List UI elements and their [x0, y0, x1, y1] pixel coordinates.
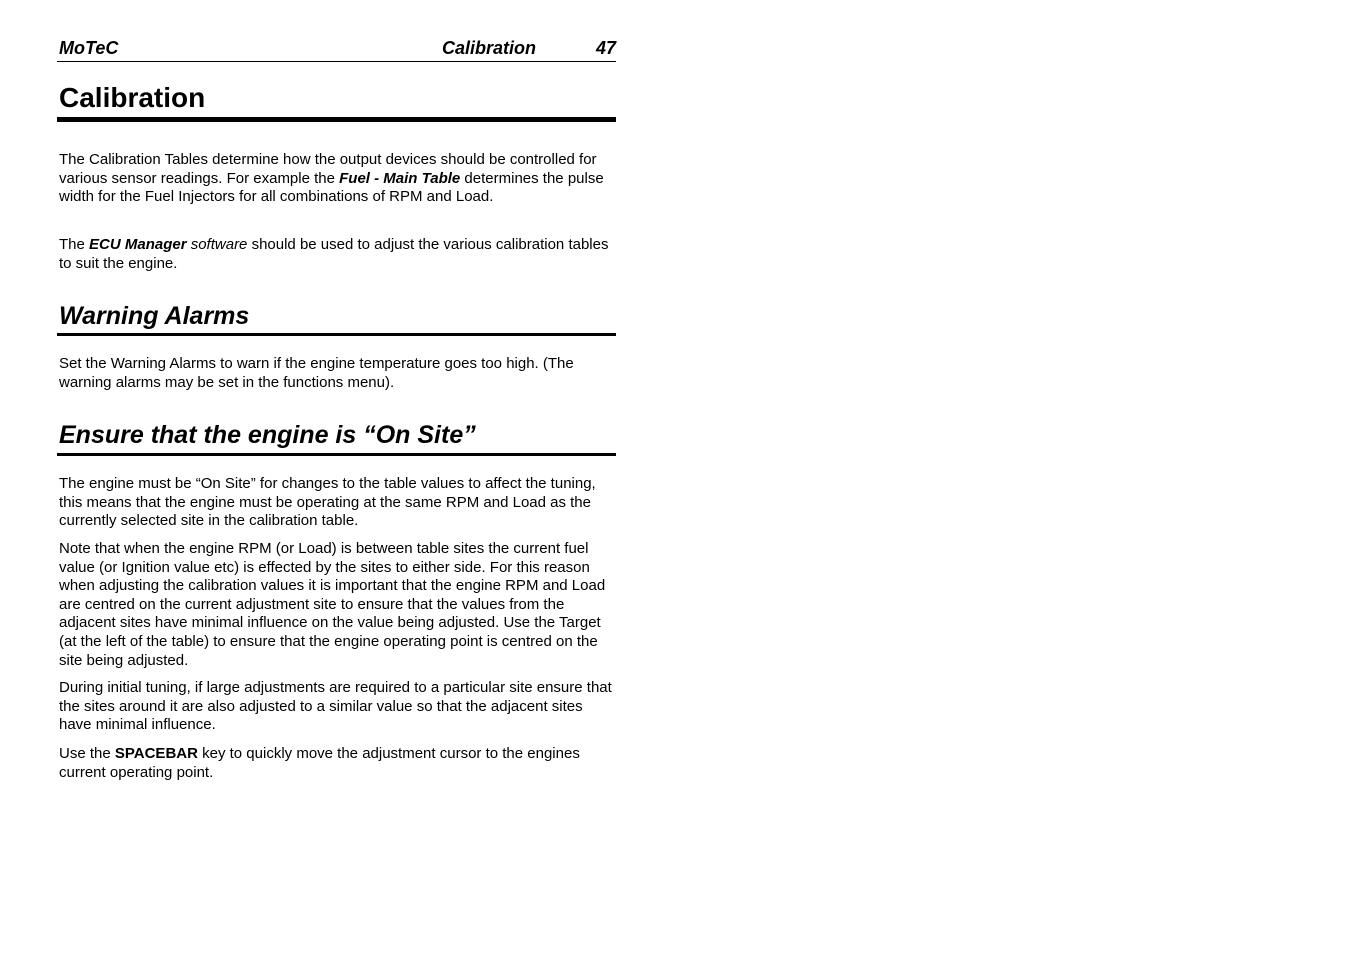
fuel-main-table-term: Fuel - Main Table: [339, 169, 461, 187]
on-site-p4-text-a: Use the: [59, 745, 115, 762]
on-site-p4-text-b: key to quickly move the adjustment cursor to the engines current operating point.: [59, 745, 580, 781]
on-site-paragraph-2: Note that when the engine RPM (or Load) is between table sites the current fuel value (or Ignition value etc) is effected by the sites to either side. For this reason when adjusting the calibration values it is important that the engine RPM and Load are centred on the current adjustment site to ensure that the values from the adjacent sites have minimal influence on the value being adjusted. Use the Target (at the left of the table) to ensure that the engine operating point is centred on the site being adjusted.: [59, 540, 606, 669]
header-section-title: Calibration: [441, 38, 536, 58]
on-site-heading-rule: [57, 453, 616, 456]
on-site-heading: Ensure that the engine is “On Site”: [59, 421, 476, 449]
calibration-paragraph-2: [59, 236, 615, 273]
warning-alarms-heading: Warning Alarms: [59, 302, 250, 330]
calibration-p1-text-a: The Calibration Tables determine how the output devices should be controlled for various sensor readings. For example the: [59, 151, 597, 187]
on-site-paragraph-1: The engine must be “On Site” for changes to the table values to affect the tuning, this means that the engine must be operating at the same RPM and Load as the currently selected site in the calibration table.: [59, 475, 596, 530]
on-site-paragraph-4: [59, 745, 615, 782]
software-term: software: [186, 236, 248, 253]
warning-alarms-paragraph: Set the Warning Alarms to warn if the engine temperature goes too high. (The warning alarms may be set in the functions menu).: [59, 355, 574, 391]
header-brand: MoTeC: [59, 38, 119, 58]
calibration-p2-text-b: should be used to adjust the various calibration tables to suit the engine.: [59, 236, 609, 272]
running-header: [57, 37, 616, 62]
calibration-heading: Calibration: [59, 82, 206, 113]
calibration-paragraph-1: [59, 151, 615, 207]
on-site-paragraph-3: During initial tuning, if large adjustments are required to a particular site ensure that the sites around it are also adjusted to a similar value so that the adjacent sites have minimal influence.: [59, 679, 612, 734]
header-page-number: 47: [595, 38, 616, 58]
calibration-p2-text-a: The: [59, 236, 90, 253]
ecu-manager-term: ECU Manager: [89, 236, 187, 253]
calibration-p1-text-b: determines the pulse width for the Fuel Injectors for all combinations of RPM and Load.: [59, 169, 604, 206]
calibration-heading-rule: [57, 117, 616, 122]
warning-alarms-heading-rule: [57, 333, 616, 336]
spacebar-key-term: SPACEBAR: [114, 745, 198, 762]
